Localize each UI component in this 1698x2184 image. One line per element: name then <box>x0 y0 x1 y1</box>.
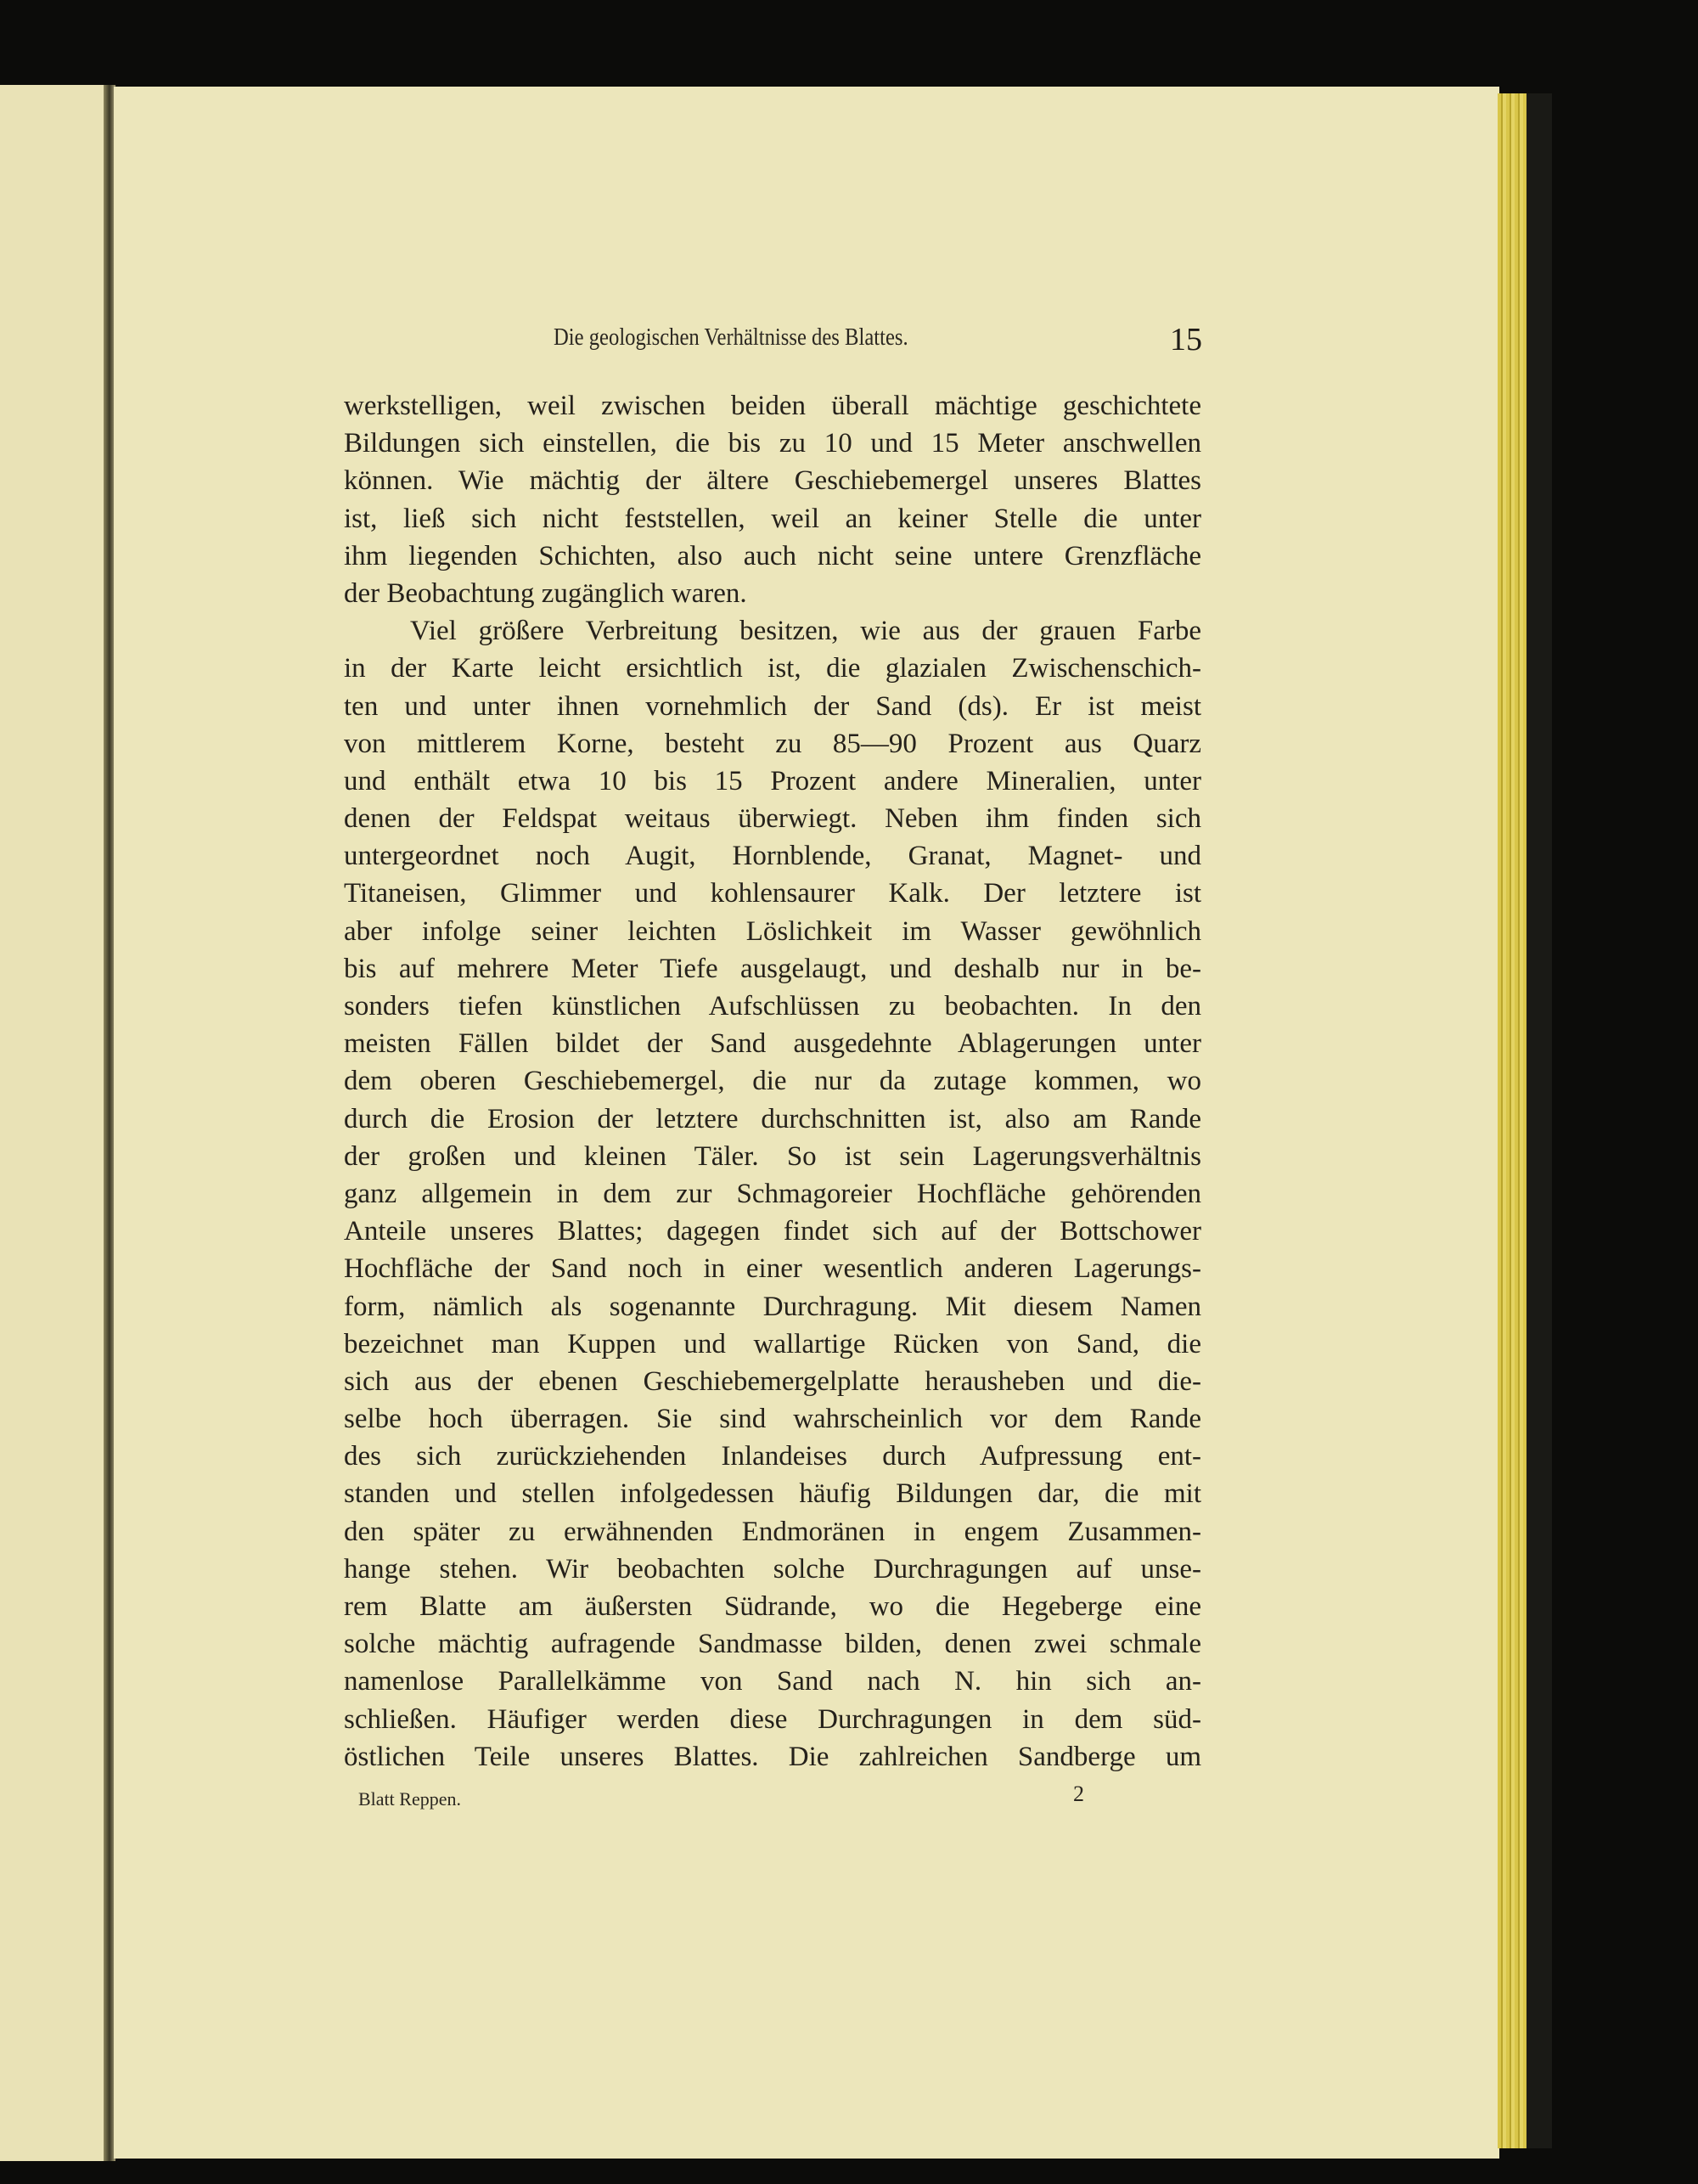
text-line: von mittlerem Korne, besteht zu 85—90 Prozent aus Quarz <box>344 728 1201 759</box>
footer-signature: Blatt Reppen. <box>358 1788 461 1810</box>
text-line: der großen und kleinen Täler. So ist sein Lagerungsverhältnis <box>344 1140 1201 1172</box>
text-line: aber infolge seiner leichten Löslichkeit im Wasser gewöhnlich <box>344 915 1201 947</box>
text-line: der Beobachtung zugänglich waren. <box>344 577 747 609</box>
text-line: denen der Feldspat weitaus überwiegt. Neben ihm finden sich <box>344 803 1201 835</box>
text-line: östlichen Teile unseres Blattes. Die zahlreichen Sandberge um <box>344 1741 1201 1772</box>
facing-page-edge <box>0 85 105 2161</box>
text-line: sich aus der ebenen Geschiebemergelplatte herausheben und die- <box>344 1365 1201 1397</box>
text-line: des sich zurückziehenden Inlandeises durch Aufpressung ent- <box>344 1441 1201 1472</box>
text-line: Bildungen sich einstellen, die bis zu 10 und 15 Meter anschwellen <box>344 428 1201 459</box>
running-title: Die geologischen Verhältnisse des Blattes. <box>554 324 908 351</box>
text-line: ganz allgemein in dem zur Schmagoreier Hochfläche gehörenden <box>344 1178 1201 1209</box>
text-line: den später zu erwähnenden Endmoränen in engem Zusammen- <box>344 1516 1201 1547</box>
text-line: Viel größere Verbreitung besitzen, wie aus der grauen Farbe <box>410 616 1201 647</box>
text-line: bezeichnet man Kuppen und wallartige Rücken von Sand, die <box>344 1328 1201 1359</box>
text-line: sonders tiefen künstlichen Aufschlüssen zu beobachten. In den <box>344 991 1201 1022</box>
text-line: hange stehen. Wir beobachten solche Durchragungen auf unse- <box>344 1553 1201 1585</box>
page-number: 15 <box>1170 322 1202 357</box>
text-line: ihm liegenden Schichten, also auch nicht seine untere Grenzfläche <box>344 540 1201 571</box>
text-line: Anteile unseres Blattes; dagegen findet sich auf der Bottschower <box>344 1216 1201 1247</box>
text-line: ten und unter ihnen vornehmlich der Sand (ds). Er ist meist <box>344 690 1201 722</box>
text-line: werkstelligen, weil zwischen beiden überall mächtige geschichtete <box>344 391 1201 421</box>
text-line: untergeordnet noch Augit, Hornblende, Granat, Magnet- und <box>344 841 1201 872</box>
text-line: und enthält etwa 10 bis 15 Prozent andere Mineralien, unter <box>344 765 1201 796</box>
text-line: meisten Fällen bildet der Sand ausgedehnte Ablagerungen unter <box>344 1028 1201 1060</box>
page-edges <box>1498 93 1527 2148</box>
text-line: namenlose Parallelkämme von Sand nach N. hin sich an- <box>344 1666 1201 1697</box>
text-line: standen und stellen infolgedessen häufig Bildungen dar, die mit <box>344 1478 1201 1510</box>
text-line: rem Blatte am äußersten Südrande, wo die Hegeberge eine <box>344 1591 1201 1622</box>
text-line: bis auf mehrere Meter Tiefe ausgelaugt, und deshalb nur in be- <box>344 953 1201 984</box>
book-cover-edge <box>1527 93 1552 2148</box>
text-line: solche mächtig aufragende Sandmasse bilden, denen zwei schmale <box>344 1629 1201 1660</box>
text-line: Hochfläche der Sand noch in einer wesentlich anderen Lagerungs- <box>344 1253 1201 1285</box>
body-text <box>344 387 1201 1776</box>
text-line: dem oberen Geschiebemergel, die nur da zutage kommen, wo <box>344 1066 1201 1097</box>
text-line: durch die Erosion der letztere durchschnitten ist, also am Rande <box>344 1103 1201 1134</box>
text-line: ist, ließ sich nicht feststellen, weil an keiner Stelle die unter <box>344 503 1201 534</box>
text-line: schließen. Häufiger werden diese Durchragungen in dem süd- <box>344 1703 1201 1735</box>
sheet-number: 2 <box>1073 1782 1084 1806</box>
text-line: in der Karte leicht ersichtlich ist, die glazialen Zwischenschich- <box>344 653 1201 684</box>
text-line: selbe hoch überragen. Sie sind wahrscheinlich vor dem Rande <box>344 1404 1201 1435</box>
text-line: Titaneisen, Glimmer und kohlensaurer Kalk. Der letztere ist <box>344 878 1201 909</box>
text-line: form, nämlich als sogenannte Durchragung. Mit diesem Namen <box>344 1291 1201 1322</box>
text-line: können. Wie mächtig der ältere Geschiebemergel unseres Blattes <box>344 465 1201 497</box>
